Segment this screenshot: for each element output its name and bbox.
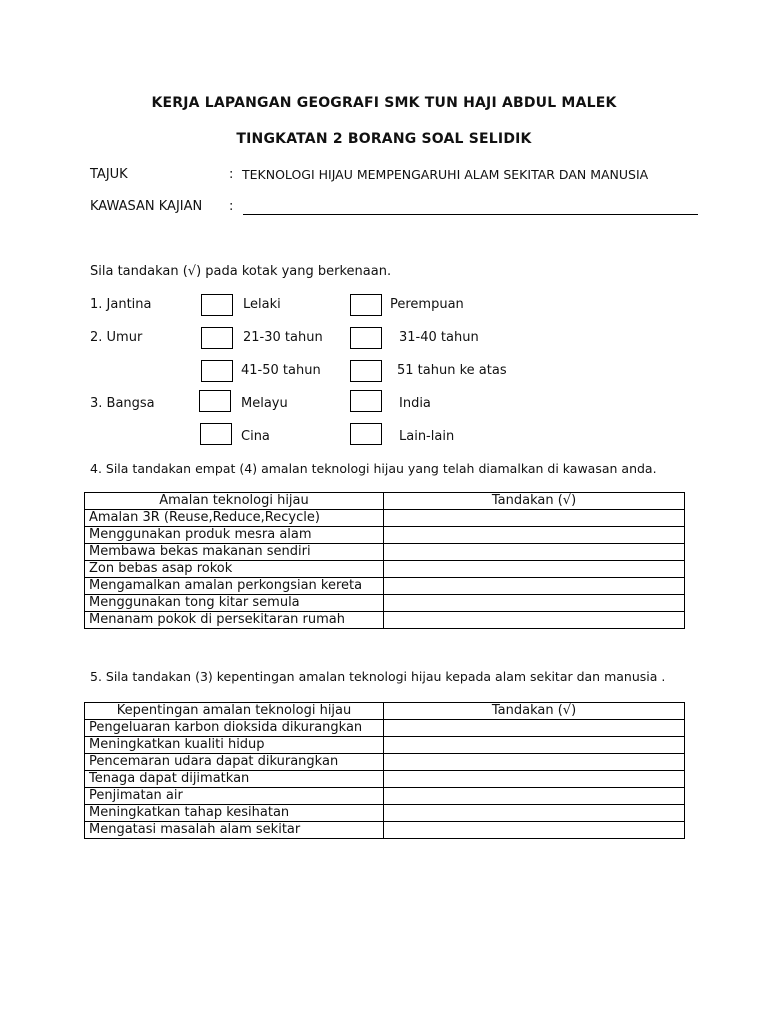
checkbox-21-30-tahun[interactable]: [201, 327, 233, 349]
checkbox-41-50-tahun[interactable]: [201, 360, 233, 382]
tick-cell[interactable]: [384, 595, 685, 612]
tajuk-value: TEKNOLOGI HIJAU MEMPENGARUHI ALAM SEKITAR DAN MANUSIA: [242, 167, 649, 182]
table-cell-item: Mengatasi masalah alam sekitar: [85, 822, 384, 839]
tick-cell[interactable]: [384, 737, 685, 754]
option-21-30-tahun-label: 21-30 tahun: [243, 330, 323, 345]
kawasan-kajian-field[interactable]: [243, 214, 698, 215]
tajuk-label: TAJUK: [90, 167, 128, 182]
table-cell-item: Menggunakan tong kitar semula: [85, 595, 384, 612]
table-header-row: [85, 703, 685, 720]
table-cell-item: Menggunakan produk mesra alam: [85, 527, 384, 544]
option-31-40-tahun-label: 31-40 tahun: [399, 330, 479, 345]
table-row: [85, 754, 685, 771]
table-row: [85, 822, 685, 839]
option-51-tahun-ke-atas-label: 51 tahun ke atas: [397, 363, 507, 378]
table-cell-item: Penjimatan air: [85, 788, 384, 805]
column-header-tandakan: Tandakan (√): [384, 703, 685, 720]
document-subtitle: TINGKATAN 2 BORANG SOAL SELIDIK: [236, 131, 532, 147]
umur-label: 2. Umur: [90, 330, 143, 345]
option-lelaki-label: Lelaki: [243, 297, 281, 312]
option-perempuan-label: Perempuan: [390, 297, 464, 312]
table-row: [85, 527, 685, 544]
document-title: KERJA LAPANGAN GEOGRAFI SMK TUN HAJI ABDUL MALEK: [151, 95, 617, 111]
option-41-50-tahun-label: 41-50 tahun: [241, 363, 321, 378]
q5-prompt: 5. Sila tandakan (3) kepentingan amalan teknologi hijau kepada alam sekitar dan manusia .: [90, 669, 666, 684]
checkbox-lelaki[interactable]: [201, 294, 233, 316]
tick-cell[interactable]: [384, 578, 685, 595]
checkbox-india[interactable]: [350, 390, 382, 412]
kepentingan-table: [84, 702, 685, 839]
column-header-tandakan: Tandakan (√): [384, 493, 685, 510]
checkbox-lain-lain[interactable]: [350, 423, 382, 445]
tick-cell[interactable]: [384, 527, 685, 544]
option-lain-lain-label: Lain-lain: [399, 429, 455, 444]
amalan-table: [84, 492, 685, 629]
table-row: [85, 578, 685, 595]
column-header-kepentingan: Kepentingan amalan teknologi hijau: [85, 703, 384, 720]
column-header-amalan: Amalan teknologi hijau: [85, 493, 384, 510]
table-row: [85, 771, 685, 788]
table-cell-item: Pencemaran udara dapat dikurangkan: [85, 754, 384, 771]
table-cell-item: Pengeluaran karbon dioksida dikurangkan: [85, 720, 384, 737]
checkbox-cina[interactable]: [200, 423, 232, 445]
table-cell-item: Mengamalkan amalan perkongsian kereta: [85, 578, 384, 595]
tick-cell[interactable]: [384, 510, 685, 527]
table-row: [85, 737, 685, 754]
tick-cell[interactable]: [384, 612, 685, 629]
table-cell-item: Membawa bekas makanan sendiri: [85, 544, 384, 561]
checkbox-51-tahun-ke-atas[interactable]: [350, 360, 382, 382]
tick-cell[interactable]: [384, 822, 685, 839]
kawasan-kajian-colon: :: [229, 199, 234, 214]
table-row: [85, 805, 685, 822]
table-header-row: [85, 493, 685, 510]
jantina-label: 1. Jantina: [90, 297, 152, 312]
table-row: [85, 595, 685, 612]
tick-cell[interactable]: [384, 720, 685, 737]
option-india-label: India: [399, 396, 431, 411]
tick-cell[interactable]: [384, 788, 685, 805]
tick-cell[interactable]: [384, 805, 685, 822]
table-cell-item: Amalan 3R (Reuse,Reduce,Recycle): [85, 510, 384, 527]
kawasan-kajian-label: KAWASAN KAJIAN: [90, 199, 203, 214]
table-row: [85, 510, 685, 527]
table-row: [85, 561, 685, 578]
table-cell-item: Menanam pokok di persekitaran rumah: [85, 612, 384, 629]
option-cina-label: Cina: [241, 429, 270, 444]
tick-cell[interactable]: [384, 561, 685, 578]
tick-cell[interactable]: [384, 754, 685, 771]
checkbox-31-40-tahun[interactable]: [350, 327, 382, 349]
checkbox-melayu[interactable]: [199, 390, 231, 412]
bangsa-label: 3. Bangsa: [90, 396, 155, 411]
table-cell-item: Meningkatkan kualiti hidup: [85, 737, 384, 754]
table-row: [85, 720, 685, 737]
tick-cell[interactable]: [384, 544, 685, 561]
table-row: [85, 788, 685, 805]
table-row: [85, 612, 685, 629]
tick-cell[interactable]: [384, 771, 685, 788]
table-cell-item: Tenaga dapat dijimatkan: [85, 771, 384, 788]
table-cell-item: Meningkatkan tahap kesihatan: [85, 805, 384, 822]
instruction-text: Sila tandakan (√) pada kotak yang berkenaan.: [90, 264, 392, 279]
table-row: [85, 544, 685, 561]
option-melayu-label: Melayu: [241, 396, 288, 411]
q4-prompt: 4. Sila tandakan empat (4) amalan teknologi hijau yang telah diamalkan di kawasan anda.: [90, 461, 657, 476]
table-cell-item: Zon bebas asap rokok: [85, 561, 384, 578]
tajuk-colon: :: [229, 167, 234, 182]
checkbox-perempuan[interactable]: [350, 294, 382, 316]
